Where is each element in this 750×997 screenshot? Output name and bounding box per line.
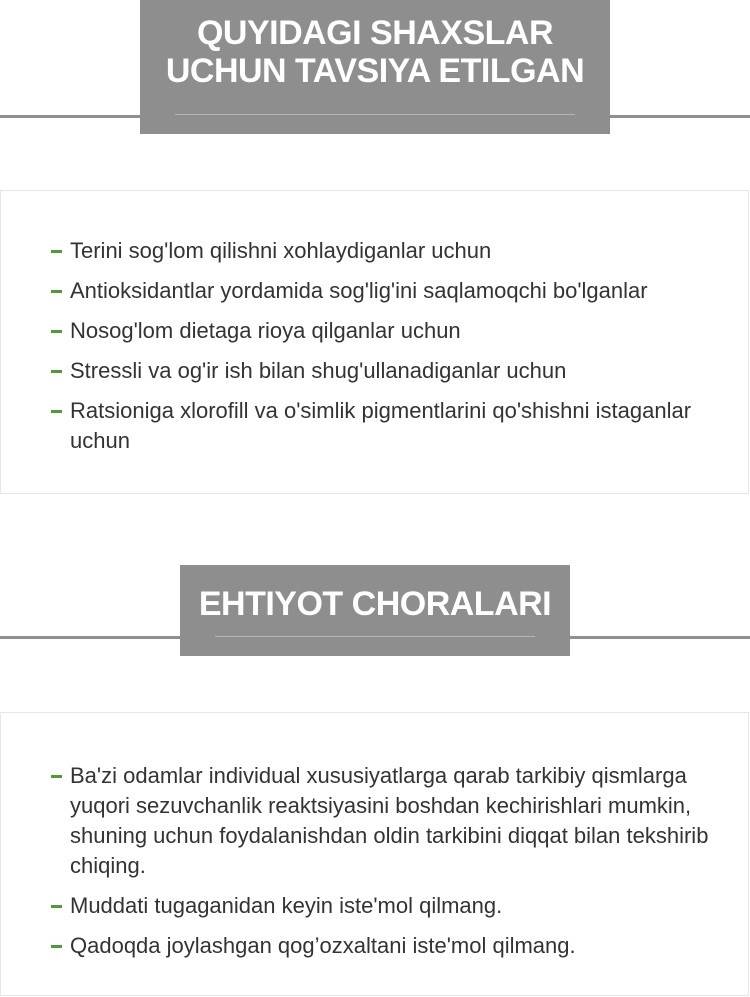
list-item-text: Qadoqda joylashgan qog’ozxaltani iste'mol qilmang. bbox=[70, 933, 576, 958]
section1-title-line1: QUYIDAGI SHAXSLAR bbox=[196, 14, 554, 52]
section2-title-underline bbox=[215, 636, 535, 637]
list-item bbox=[1, 356, 748, 386]
list-item-text: Stressli va og'ir ish bilan shug'ullanadiganlar uchun bbox=[70, 358, 567, 383]
section2-title: EHTIYOT CHORALARI bbox=[198, 585, 552, 623]
section1-title-line2: UCHUN TAVSIYA ETILGAN bbox=[165, 52, 585, 90]
dash-bullet-icon bbox=[51, 410, 62, 413]
precautions-list-card bbox=[0, 712, 749, 996]
list-item bbox=[1, 316, 748, 346]
dash-bullet-icon bbox=[51, 330, 62, 333]
list-item-text: Muddati tugaganidan keyin iste'mol qilmang. bbox=[70, 893, 503, 918]
precautions-list bbox=[1, 761, 748, 961]
list-item bbox=[1, 931, 748, 961]
list-item bbox=[1, 236, 748, 266]
list-item bbox=[1, 396, 748, 456]
list-item bbox=[1, 276, 748, 306]
dash-bullet-icon bbox=[51, 290, 62, 293]
dash-bullet-icon bbox=[51, 775, 62, 778]
list-item-text: Terini sog'lom qilishni xohlaydiganlar uchun bbox=[70, 238, 492, 263]
recommended-list-card bbox=[0, 190, 749, 494]
dash-bullet-icon bbox=[51, 905, 62, 908]
list-item-text: Antioksidantlar yordamida sog'lig'ini saqlamoqchi bo'lganlar bbox=[70, 278, 648, 303]
list-item-text: Nosog'lom dietaga rioya qilganlar uchun bbox=[70, 318, 461, 343]
recommended-list bbox=[1, 236, 748, 456]
section1-title-box bbox=[140, 0, 610, 134]
dash-bullet-icon bbox=[51, 945, 62, 948]
dash-bullet-icon bbox=[51, 250, 62, 253]
list-item-text: Ba'zi odamlar individual xususiyatlarga qarab tarkibiy qismlarga yuqori sezuvchanlik reaktsiyasini boshdan kechirishlari mumkin, shuning uchun foydalanishdan oldin tarkibini diqqat bilan tekshirib chiqing. bbox=[70, 763, 709, 878]
list-item-text: Ratsioniga xlorofill va o'simlik pigmentlarini qo'shishni istaganlar uchun bbox=[70, 398, 692, 453]
section1-title-underline bbox=[175, 114, 575, 115]
list-item bbox=[1, 761, 748, 881]
list-item bbox=[1, 891, 748, 921]
section2-title-box bbox=[180, 565, 570, 656]
dash-bullet-icon bbox=[51, 370, 62, 373]
